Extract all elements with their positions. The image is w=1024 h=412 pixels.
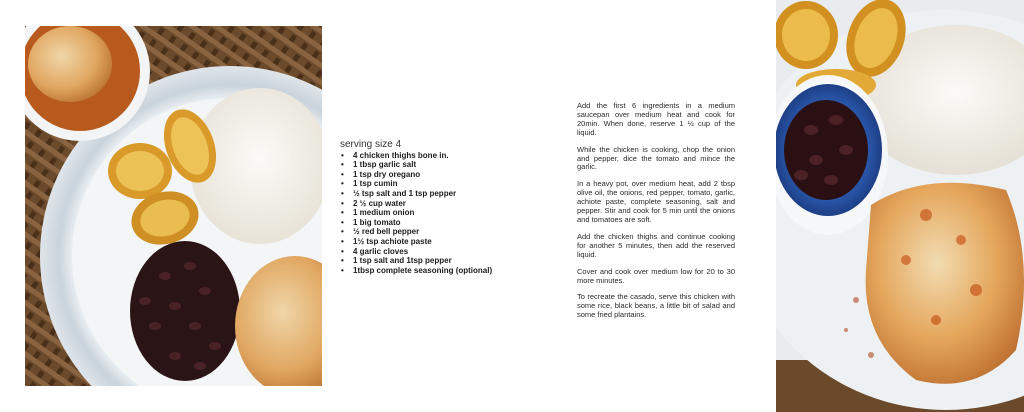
list-item: • 1 tsp dry oregano: [340, 170, 520, 180]
list-item: • 1 big tomato: [340, 218, 520, 228]
list-item: • 1 tbsp garlic salt: [340, 160, 520, 170]
instruction-paragraph: While the chicken is cooking, chop the onion and pepper, dice the tomato and mince the garlic.: [577, 144, 735, 172]
list-item: • 1 tsp salt and 1tsp pepper: [340, 256, 520, 266]
instruction-paragraph: Cover and cook over medium low for 20 to 30 more minutes.: [577, 266, 735, 285]
list-item: • 4 chicken thighs bone in.: [340, 151, 520, 161]
instruction-paragraph: Add the chicken thighs and continue cooking for another 5 minutes, then add the reserved liquid.: [577, 231, 735, 259]
list-item: • 4 garlic cloves: [340, 247, 520, 257]
ingredients-section: [340, 140, 520, 275]
instruction-paragraph: To recreate the casado, serve this chicken with some rice, black beans, a little bit of salad and some fried plantains.: [577, 292, 735, 320]
list-item: • 1 medium onion: [340, 208, 520, 218]
list-item: • ½ red bell pepper: [340, 227, 520, 237]
ingredient-list: [340, 151, 520, 276]
instructions-section: [577, 102, 735, 328]
list-item: • 1½ tsp achiote paste: [340, 237, 520, 247]
left-food-photo: [25, 26, 322, 386]
list-item: • 1tbsp complete seasoning (optional): [340, 266, 520, 276]
list-item: • 2 ½ cup water: [340, 199, 520, 209]
serving-size: serving size 4: [340, 139, 402, 150]
right-food-photo: [776, 0, 1024, 412]
instruction-paragraph: In a heavy pot, over medium heat, add 2 tbsp olive oil, the onions, red pepper, tomato, garlic, achiote paste, complete seasoning, salt and pepper. Stir and cook for 5 min until the onions and tomatoes are soft.: [577, 179, 735, 224]
list-item: • ½ tsp salt and 1 tsp pepper: [340, 189, 520, 199]
list-item: • 1 tsp cumin: [340, 179, 520, 189]
instruction-paragraph: Add the first 6 ingredients in a medium saucepan over medium heat and cook for 20min. When done, reserve 1 ½ cup of the liquid.: [577, 101, 735, 137]
